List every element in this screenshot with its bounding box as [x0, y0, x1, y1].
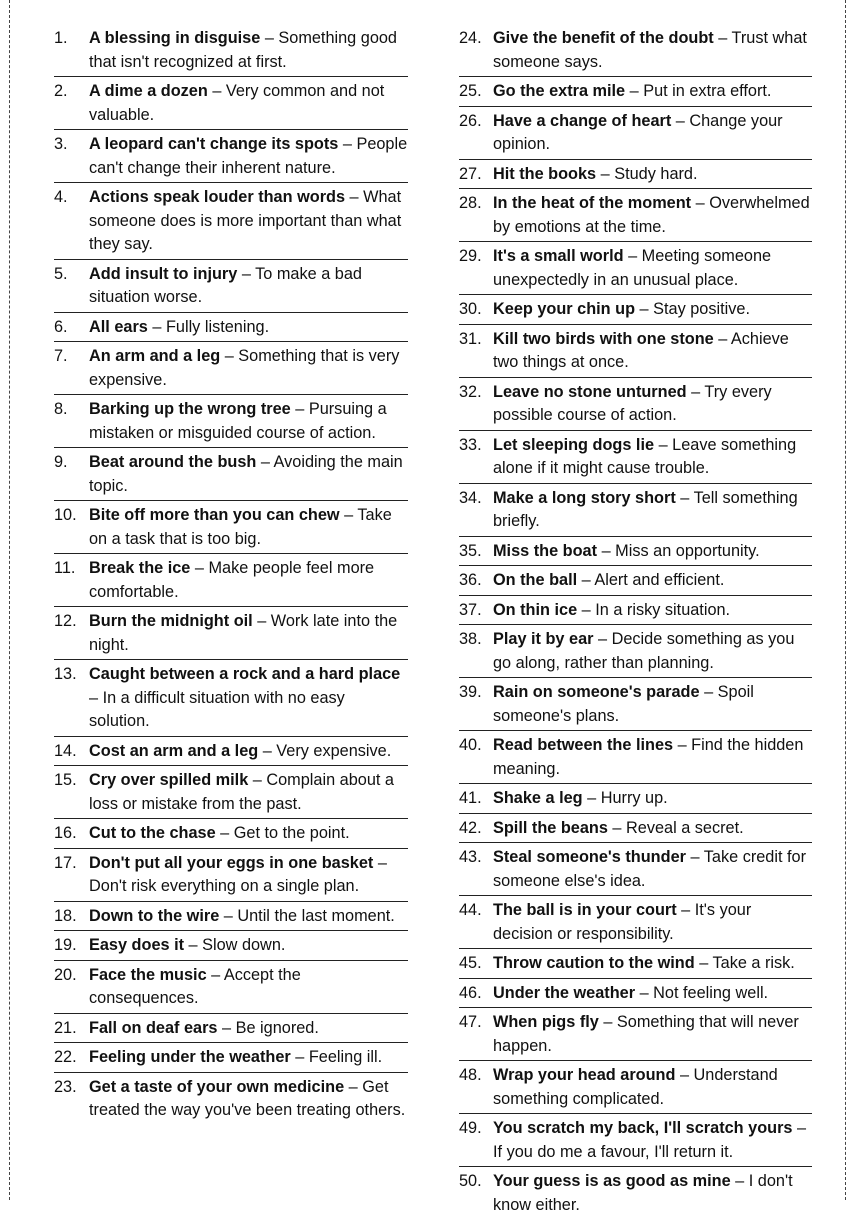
idiom-text: [493, 628, 812, 675]
idiom-term: Give the benefit of the doubt: [493, 29, 714, 47]
idiom-meaning: – Until the last moment.: [219, 906, 395, 925]
idiom-item: [54, 183, 408, 260]
idiom-item: [54, 931, 408, 961]
idiom-term: Fall on deaf ears: [89, 1018, 218, 1037]
idiom-text: [493, 952, 812, 976]
idiom-text: [89, 964, 408, 1011]
idiom-number: 38.: [459, 630, 482, 648]
idiom-meaning: – Understand something complicated.: [493, 1066, 778, 1108]
idiom-text: [89, 186, 408, 257]
idiom-term: Feeling under the weather: [89, 1048, 291, 1066]
idiom-item: [459, 77, 812, 107]
idiom-item: [459, 1008, 812, 1061]
idiom-term: A blessing in disguise: [89, 29, 261, 47]
idiom-text: [493, 245, 812, 292]
idiom-number: 14.: [54, 741, 77, 760]
idiom-item: [54, 395, 408, 448]
idiom-text: [493, 1117, 812, 1164]
idiom-meaning: – Feeling ill.: [290, 1048, 383, 1066]
idiom-term: Barking up the wrong tree: [89, 400, 291, 418]
idiom-text: [493, 1011, 812, 1058]
idiom-term: Easy does it: [89, 936, 185, 954]
idiom-meaning: – Accept the consequences.: [89, 965, 301, 1007]
idiom-item: [54, 849, 408, 902]
idiom-meaning: – To make a bad situation worse.: [89, 264, 362, 306]
idiom-item: [459, 784, 812, 814]
idiom-meaning: – Miss an opportunity.: [597, 541, 760, 560]
idiom-number: 32.: [459, 382, 482, 401]
idiom-number: 12.: [54, 612, 77, 630]
idiom-item: [459, 378, 812, 431]
idiom-term: Throw caution to the wind: [493, 954, 695, 972]
idiom-meaning: – Trust what someone says.: [493, 29, 807, 71]
idiom-text: [89, 1046, 408, 1070]
idiom-number: 40.: [459, 736, 482, 754]
idiom-meaning: – Get treated the way you've been treating others.: [89, 1077, 406, 1119]
idiom-meaning: – What someone does is more important than what they say.: [89, 188, 402, 253]
idiom-number: 28.: [459, 194, 482, 212]
idiom-term: Cry over spilled milk: [89, 771, 249, 789]
idiom-text: [89, 504, 408, 551]
idiom-term: Bite off more than you can chew: [89, 506, 340, 524]
idiom-text: [89, 905, 408, 929]
idiom-number: 23.: [54, 1077, 77, 1096]
idiom-number: 33.: [459, 435, 482, 454]
idiom-meaning: – In a risky situation.: [577, 600, 731, 619]
idiom-text: [493, 298, 812, 322]
idiom-item: [54, 448, 408, 501]
idiom-meaning: – Don't risk everything on a single plan.: [89, 853, 387, 895]
idiom-number: 26.: [459, 111, 482, 130]
idiom-text: [89, 451, 408, 498]
idiom-term: Hit the books: [493, 164, 597, 183]
idiom-text: [493, 846, 812, 893]
idiom-term: Break the ice: [89, 559, 191, 577]
idiom-meaning: – Study hard.: [596, 164, 698, 183]
idiom-item: [54, 819, 408, 849]
idiom-term: Caught between a rock and a hard place: [89, 665, 401, 683]
idiom-text: [493, 734, 812, 781]
idiom-item: [54, 961, 408, 1014]
idiom-number: 15.: [54, 771, 77, 789]
idiom-item: [54, 1043, 408, 1073]
idiom-number: 16.: [54, 824, 77, 842]
idiom-number: 45.: [459, 954, 482, 972]
idiom-term: Leave no stone unturned: [493, 382, 687, 401]
idiom-number: 41.: [459, 789, 482, 807]
idiom-item: [54, 902, 408, 932]
idiom-text: [89, 27, 408, 74]
idiom-meaning: – Something good that isn't recognized at first.: [89, 29, 397, 71]
idiom-number: 35.: [459, 541, 482, 560]
idiom-term: Your guess is as good as mine: [493, 1172, 731, 1190]
idiom-text: [493, 599, 812, 623]
idiom-term: A leopard can't change its spots: [89, 135, 339, 153]
idiom-item: [459, 731, 812, 784]
idiom-meaning: – Complain about a loss or mistake from the past.: [89, 771, 394, 813]
idiom-item: [459, 1167, 812, 1219]
idiom-meaning: – Very common and not valuable.: [89, 82, 385, 124]
idiom-number: 46.: [459, 983, 482, 1002]
idiom-number: 42.: [459, 818, 482, 837]
idiom-item: [459, 896, 812, 949]
idiom-text: [493, 540, 812, 564]
idiom-number: 17.: [54, 853, 77, 872]
idiom-number: 50.: [459, 1172, 482, 1190]
idiom-meaning: – Very expensive.: [258, 741, 392, 760]
idiom-term: Wrap your head around: [493, 1066, 676, 1084]
idiom-item: [54, 501, 408, 554]
idiom-text: [89, 263, 408, 310]
idiom-meaning: – Get to the point.: [215, 824, 350, 842]
idiom-meaning: – Alert and efficient.: [577, 571, 725, 589]
idiom-item: [459, 625, 812, 678]
idiom-term: Burn the midnight oil: [89, 612, 253, 630]
idiom-item: [459, 596, 812, 626]
idiom-meaning: – In a difficult situation with no easy solution.: [89, 688, 345, 730]
idiom-term: Read between the lines: [493, 736, 674, 754]
idiom-meaning: – Take credit for someone else's idea.: [493, 848, 807, 890]
idiom-term: Kill two birds with one stone: [493, 329, 714, 348]
idiom-term: Don't put all your eggs in one basket: [89, 853, 374, 872]
idiom-meaning: – It's your decision or responsibility.: [493, 901, 752, 943]
idiom-item: [54, 607, 408, 660]
idiom-term: In the heat of the moment: [493, 194, 692, 212]
idiom-number: 25.: [459, 82, 482, 100]
idiom-text: [89, 1017, 408, 1041]
idiom-number: 37.: [459, 600, 482, 619]
idiom-number: 18.: [54, 906, 77, 925]
idiom-meaning: – Meeting someone unexpectedly in an unusual place.: [493, 247, 772, 289]
idiom-number: 11.: [54, 559, 76, 577]
idiom-item: [54, 130, 408, 183]
idiom-number: 21.: [54, 1018, 77, 1037]
idiom-number: 1.: [54, 29, 68, 47]
idiom-number: 44.: [459, 901, 482, 919]
idiom-meaning: – Take a risk.: [694, 954, 795, 972]
idiom-term: The ball is in your court: [493, 901, 677, 919]
idiom-text: [89, 557, 408, 604]
idiom-meaning: – Leave something alone if it might cause trouble.: [493, 435, 797, 477]
idiom-text: [89, 740, 408, 764]
idiom-text: [493, 192, 812, 239]
idiom-text: [89, 345, 408, 392]
idiom-text: [493, 1170, 812, 1217]
idiom-meaning: – Be ignored.: [217, 1018, 319, 1037]
idiom-term: Have a change of heart: [493, 111, 672, 130]
idiom-text: [89, 398, 408, 445]
idiom-term: Keep your chin up: [493, 300, 636, 318]
idiom-number: 7.: [54, 347, 68, 365]
idiom-term: Rain on someone's parade: [493, 683, 700, 701]
idiom-term: Add insult to injury: [89, 264, 238, 283]
idiom-term: An arm and a leg: [89, 347, 221, 365]
idiom-item: [54, 260, 408, 313]
idiom-term: Spill the beans: [493, 818, 608, 837]
idiom-item: [54, 24, 408, 77]
idiom-item: [459, 566, 812, 596]
idiom-term: Beat around the bush: [89, 453, 257, 471]
idiom-number: 6.: [54, 317, 68, 336]
idiom-item: [459, 295, 812, 325]
idiom-item: [459, 949, 812, 979]
idiom-number: 48.: [459, 1066, 482, 1084]
idiom-meaning: – Spoil someone's plans.: [493, 683, 754, 725]
idiom-meaning: – Stay positive.: [635, 300, 750, 318]
idiom-item: [459, 24, 812, 77]
idiom-text: [493, 899, 812, 946]
idiom-meaning: – Slow down.: [184, 936, 286, 954]
idiom-item: [54, 342, 408, 395]
idiom-number: 3.: [54, 135, 68, 153]
idiom-text: [493, 1064, 812, 1111]
idiom-meaning: – Put in extra effort.: [625, 82, 772, 100]
idiom-item: [459, 1114, 812, 1167]
idiom-meaning: – Something that will never happen.: [493, 1013, 799, 1055]
idiom-number: 24.: [459, 29, 482, 47]
idiom-number: 30.: [459, 300, 482, 318]
idiom-number: 34.: [459, 488, 482, 507]
idiom-meaning: – Fully listening.: [147, 317, 270, 336]
idiom-number: 39.: [459, 683, 482, 701]
idiom-text: [493, 487, 812, 534]
idiom-text: [89, 934, 408, 958]
idiom-term: Let sleeping dogs lie: [493, 435, 655, 454]
idiom-text: [89, 822, 408, 846]
idiom-list-right: [459, 24, 812, 1219]
idiom-item: [54, 1014, 408, 1044]
idiom-meaning: – Tell something briefly.: [493, 488, 798, 530]
worksheet-page: [9, 0, 846, 1214]
idiom-text: [493, 381, 812, 428]
idiom-text: [493, 328, 812, 375]
idiom-meaning: – Hurry up.: [582, 789, 668, 807]
idiom-text: [493, 110, 812, 157]
idiom-list-left: [54, 24, 408, 1125]
idiom-meaning: – Decide something as you go along, rather than planning.: [493, 630, 795, 672]
idiom-meaning: – Achieve two things at once.: [493, 329, 789, 371]
idiom-meaning: – I don't know either.: [493, 1172, 793, 1214]
idiom-text: [89, 769, 408, 816]
idiom-meaning: – Take on a task that is too big.: [89, 506, 392, 548]
idiom-item: [459, 814, 812, 844]
idiom-text: [89, 610, 408, 657]
idiom-term: Shake a leg: [493, 789, 583, 807]
idiom-meaning: – Not feeling well.: [635, 983, 769, 1002]
idiom-meaning: – Reveal a secret.: [607, 818, 744, 837]
idiom-number: 20.: [54, 965, 77, 984]
idiom-number: 13.: [54, 665, 77, 683]
idiom-text: [493, 982, 812, 1006]
idiom-meaning: – Make people feel more comfortable.: [89, 559, 375, 601]
idiom-text: [493, 434, 812, 481]
idiom-item: [459, 431, 812, 484]
idiom-number: 22.: [54, 1048, 77, 1066]
idiom-number: 43.: [459, 848, 482, 866]
idiom-item: [54, 737, 408, 767]
idiom-number: 29.: [459, 247, 482, 265]
idiom-item: [54, 1073, 408, 1125]
idiom-term: You scratch my back, I'll scratch yours: [493, 1119, 793, 1137]
idiom-text: [89, 316, 408, 340]
idiom-term: A dime a dozen: [89, 82, 208, 100]
idiom-item: [54, 766, 408, 819]
idiom-item: [459, 189, 812, 242]
idiom-term: Cost an arm and a leg: [89, 741, 259, 760]
idiom-term: Cut to the chase: [89, 824, 216, 842]
idiom-text: [493, 569, 812, 593]
idiom-term: It's a small world: [493, 247, 624, 265]
idiom-term: Make a long story short: [493, 488, 676, 507]
idiom-term: Go the extra mile: [493, 82, 626, 100]
idiom-meaning: – People can't change their inherent nature.: [89, 135, 408, 177]
idiom-item: [459, 979, 812, 1009]
idiom-number: 2.: [54, 82, 68, 100]
idiom-item: [459, 325, 812, 378]
idiom-term: Under the weather: [493, 983, 636, 1002]
idiom-meaning: – Find the hidden meaning.: [493, 736, 804, 778]
idiom-text: [89, 663, 408, 734]
idiom-item: [459, 242, 812, 295]
idiom-item: [459, 107, 812, 160]
idiom-text: [493, 80, 812, 104]
idiom-number: 31.: [459, 329, 482, 348]
idiom-item: [459, 537, 812, 567]
idiom-meaning: – Avoiding the main topic.: [89, 453, 403, 495]
idiom-meaning: – If you do me a favour, I'll return it.: [493, 1119, 807, 1161]
idiom-term: When pigs fly: [493, 1013, 599, 1031]
idiom-item: [459, 1061, 812, 1114]
idiom-text: [493, 681, 812, 728]
idiom-meaning: – Try every possible course of action.: [493, 382, 772, 424]
idiom-number: 4.: [54, 188, 68, 206]
idiom-number: 5.: [54, 264, 68, 283]
idiom-item: [54, 77, 408, 130]
idiom-term: Down to the wire: [89, 906, 220, 925]
idiom-text: [493, 787, 812, 811]
idiom-term: All ears: [89, 317, 148, 336]
idiom-number: 19.: [54, 936, 77, 954]
idiom-term: Miss the boat: [493, 541, 598, 560]
idiom-meaning: – Something that is very expensive.: [89, 347, 400, 389]
idiom-number: 49.: [459, 1119, 482, 1137]
idiom-item: [54, 554, 408, 607]
idiom-item: [459, 160, 812, 190]
idiom-number: 8.: [54, 400, 68, 418]
idiom-number: 9.: [54, 453, 68, 471]
idiom-number: 10.: [54, 506, 77, 524]
idiom-term: Get a taste of your own medicine: [89, 1077, 345, 1096]
idiom-term: On the ball: [493, 571, 578, 589]
idiom-meaning: – Work late into the night.: [89, 612, 398, 654]
idiom-number: 47.: [459, 1013, 482, 1031]
idiom-term: On thin ice: [493, 600, 578, 619]
idiom-meaning: – Overwhelmed by emotions at the time.: [493, 194, 810, 236]
idiom-text: [89, 1076, 408, 1123]
idiom-item: [459, 484, 812, 537]
idiom-text: [493, 27, 812, 74]
idiom-text: [493, 817, 812, 841]
idiom-text: [89, 133, 408, 180]
idiom-text: [89, 852, 408, 899]
idiom-text: [493, 163, 812, 187]
idiom-term: Steal someone's thunder: [493, 848, 686, 866]
idiom-number: 36.: [459, 571, 482, 589]
idiom-item: [54, 313, 408, 343]
idiom-meaning: – Pursuing a mistaken or misguided course of action.: [89, 400, 387, 442]
idiom-item: [459, 678, 812, 731]
idiom-item: [54, 660, 408, 737]
idiom-number: 27.: [459, 164, 482, 183]
idiom-term: Face the music: [89, 965, 207, 984]
idiom-meaning: – Change your opinion.: [493, 111, 783, 153]
idiom-text: [89, 80, 408, 127]
idiom-item: [459, 843, 812, 896]
idiom-term: Actions speak louder than words: [89, 188, 346, 206]
idiom-term: Play it by ear: [493, 630, 594, 648]
